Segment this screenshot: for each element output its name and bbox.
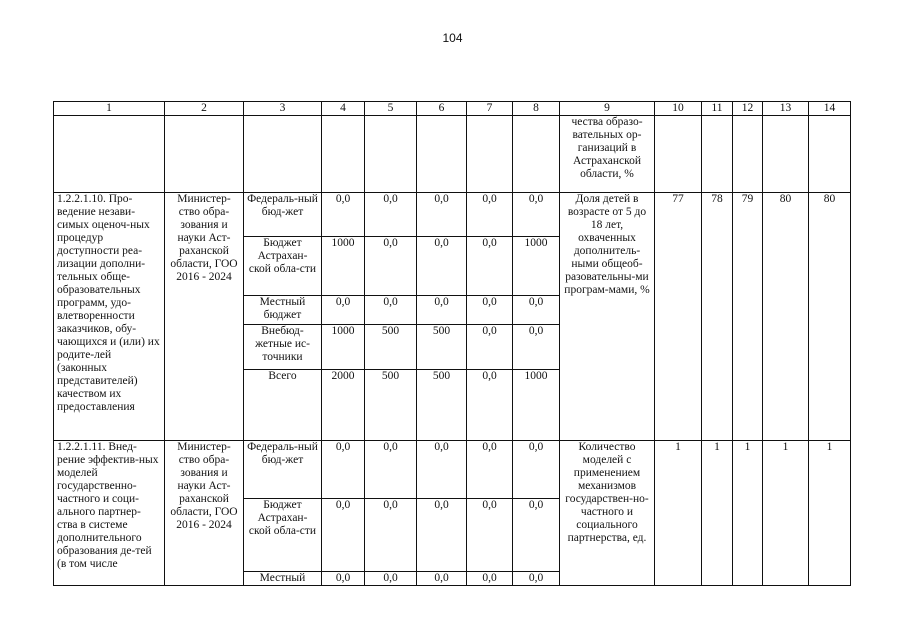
amount-cell: 0,0 — [467, 499, 513, 572]
column-number: 2 — [165, 102, 244, 116]
amount-cell: 1000 — [513, 370, 560, 441]
amount-cell: 0,0 — [513, 325, 560, 370]
target-cell: 78 — [702, 193, 733, 441]
source-name: Федераль-ный бюд-жет — [244, 441, 322, 499]
amount-cell: 1000 — [322, 237, 365, 296]
amount-cell: 0,0 — [513, 296, 560, 325]
target-cell: 80 — [763, 193, 809, 441]
amount-cell: 0,0 — [365, 441, 417, 499]
target-cell: 1 — [733, 441, 763, 586]
amount-cell: 0,0 — [513, 441, 560, 499]
amount-cell: 0,0 — [467, 572, 513, 586]
amount-cell: 0,0 — [365, 572, 417, 586]
column-number: 14 — [809, 102, 851, 116]
amount-cell: 0,0 — [322, 296, 365, 325]
column-number: 4 — [322, 102, 365, 116]
column-number: 12 — [733, 102, 763, 116]
source-name: Всего — [244, 370, 322, 441]
target-cell: 1 — [702, 441, 733, 586]
amount-cell: 0,0 — [513, 572, 560, 586]
source-name: Местный — [244, 572, 322, 586]
amount-cell: 0,0 — [417, 441, 467, 499]
column-number: 9 — [560, 102, 655, 116]
column-number-row — [54, 102, 851, 116]
amount-cell: 0,0 — [467, 237, 513, 296]
amount-cell: 0,0 — [365, 296, 417, 325]
amount-cell: 0,0 — [365, 193, 417, 237]
column-number: 11 — [702, 102, 733, 116]
amount-cell: 0,0 — [322, 193, 365, 237]
target-cell: 77 — [655, 193, 702, 441]
page-number: 104 — [442, 31, 463, 45]
amount-cell: 0,0 — [467, 370, 513, 441]
column-number: 13 — [763, 102, 809, 116]
continuation-row — [54, 116, 851, 193]
column-number: 5 — [365, 102, 417, 116]
target-cell: 80 — [809, 193, 851, 441]
source-name: Федераль-ный бюд-жет — [244, 193, 322, 237]
column-number: 3 — [244, 102, 322, 116]
column-number: 7 — [467, 102, 513, 116]
amount-cell: 0,0 — [365, 237, 417, 296]
amount-cell: 1000 — [513, 237, 560, 296]
amount-cell: 0,0 — [322, 499, 365, 572]
amount-cell: 500 — [365, 325, 417, 370]
amount-cell: 500 — [365, 370, 417, 441]
table-row — [54, 193, 851, 237]
amount-cell: 0,0 — [322, 441, 365, 499]
amount-cell: 0,0 — [417, 499, 467, 572]
source-name: Бюджет Астрахан-ской обла-сти — [244, 499, 322, 572]
amount-cell: 0,0 — [417, 193, 467, 237]
column-number: 6 — [417, 102, 467, 116]
column-number: 8 — [513, 102, 560, 116]
target-cell: 1 — [809, 441, 851, 586]
amount-cell: 0,0 — [513, 499, 560, 572]
amount-cell: 0,0 — [322, 572, 365, 586]
indicator-cell: Доля детей в возрасте от 5 до 18 лет, охваченных дополнитель-ными общеоб-разовательны-ми програм-мами, % — [560, 193, 655, 441]
table-row — [54, 441, 851, 499]
amount-cell: 0,0 — [467, 296, 513, 325]
amount-cell: 0,0 — [417, 572, 467, 586]
amount-cell: 1000 — [322, 325, 365, 370]
amount-cell: 500 — [417, 370, 467, 441]
source-name: Местный бюджет — [244, 296, 322, 325]
target-cell: 79 — [733, 193, 763, 441]
column-number: 10 — [655, 102, 702, 116]
amount-cell: 0,0 — [467, 325, 513, 370]
amount-cell: 500 — [417, 325, 467, 370]
amount-cell: 0,0 — [417, 237, 467, 296]
amount-cell: 0,0 — [365, 499, 417, 572]
amount-cell: 0,0 — [417, 296, 467, 325]
measure-cell: 1.2.2.1.10. Про-ведение незави-симых оценоч-ных процедур доступности реа-лизации дополни-тельных обще-образовательных программ, удо-влетворенности заказчиков, обу-чающихся и (или) их родите-лей (законных представителей) качеством их предоставления — [54, 193, 165, 441]
indicator-cell: Количество моделей с применением механизмов государствен-но-частного и социального партнерства, ед. — [560, 441, 655, 586]
amount-cell: 0,0 — [513, 193, 560, 237]
indicator-cell: чества образо-вательных ор-ганизаций в Астраханской области, % — [560, 116, 655, 193]
amount-cell: 0,0 — [467, 193, 513, 237]
measure-cell: 1.2.2.1.11. Внед-рение эффектив-ных моделей государственно-частного и соци-ального партнер-ства в системе дополнительного образования де-тей (в том числе — [54, 441, 165, 586]
target-cell: 1 — [655, 441, 702, 586]
target-cell: 1 — [763, 441, 809, 586]
column-number: 1 — [54, 102, 165, 116]
executor-cell: Министер-ство обра-зования и науки Аст-раханской области, ГОО 2016 - 2024 — [165, 193, 244, 441]
executor-cell: Министер-ство обра-зования и науки Аст-раханской области, ГОО 2016 - 2024 — [165, 441, 244, 586]
amount-cell: 0,0 — [467, 441, 513, 499]
source-name: Внебюд-жетные ис-точники — [244, 325, 322, 370]
program-table — [53, 101, 851, 586]
amount-cell: 2000 — [322, 370, 365, 441]
source-name: Бюджет Астрахан-ской обла-сти — [244, 237, 322, 296]
